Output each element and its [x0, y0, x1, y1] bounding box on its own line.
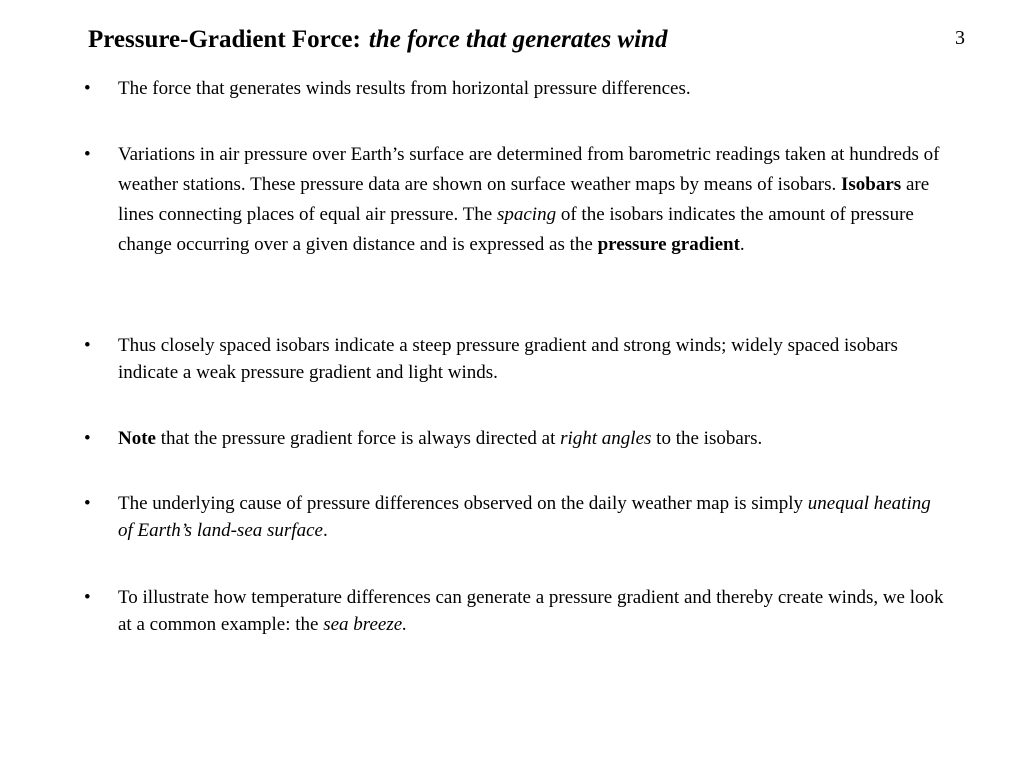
- title-subtitle: the force that generates wind: [368, 26, 668, 53]
- slide-title: [88, 24, 667, 56]
- term-pressure-gradient: pressure gradient: [597, 234, 740, 255]
- text-segment: The force that generates winds results from horizontal pressure differences.: [118, 78, 691, 99]
- term-spacing: spacing: [496, 204, 557, 225]
- text-segment: to the isobars.: [651, 428, 763, 449]
- bullet-text: [118, 75, 944, 102]
- bullet-marker: •: [84, 78, 91, 99]
- text-segment: Thus closely spaced isobars indicate a steep pressure gradient and strong winds; widely spaced isobars indicate a weak pressure gradient and light winds.: [118, 335, 898, 383]
- bullet-item: [84, 332, 944, 386]
- bullet-item: [84, 140, 944, 260]
- text-segment: The underlying cause of pressure differences observed on the daily weather map is simply: [118, 493, 808, 514]
- bullet-text: [118, 584, 944, 638]
- bullet-marker: •: [84, 428, 91, 449]
- bullet-item: [84, 425, 944, 452]
- bullet-item: [84, 584, 944, 638]
- bullet-marker: •: [84, 335, 91, 356]
- bullet-text: [118, 140, 944, 260]
- text-segment: .: [739, 234, 745, 255]
- term-isobars: Isobars: [841, 174, 902, 195]
- text-segment: are lines connecting places of equal air pressure. The: [118, 174, 930, 225]
- term-note: Note: [118, 428, 156, 449]
- text-segment: To illustrate how temperature differences can generate a pressure gradient and thereby create winds, we look at a common example: the: [118, 587, 944, 635]
- bullet-text: [118, 332, 944, 386]
- term-sea-breeze: sea breeze.: [323, 614, 407, 635]
- text-segment: that the pressure gradient force is always directed at: [155, 428, 561, 449]
- title-main: Pressure-Gradient Force:: [88, 26, 361, 53]
- bullet-marker: •: [84, 144, 91, 165]
- term-right-angles: right angles: [560, 428, 652, 449]
- bullet-text: [118, 425, 944, 452]
- term-unequal-heating: unequal heating of Earth’s land-sea surface: [118, 493, 931, 541]
- bullet-marker: •: [84, 587, 91, 608]
- text-segment: Variations in air pressure over Earth’s surface are determined from barometric readings taken at hundreds of weather stations. These pressure data are shown on surface weather maps by means of isobars.: [118, 144, 940, 195]
- text-segment: .: [322, 520, 328, 541]
- bullet-marker: •: [84, 493, 91, 514]
- bullet-item: [84, 75, 944, 102]
- bullet-text: [118, 490, 944, 544]
- slide-page-number: 3: [955, 27, 965, 49]
- bullet-item: [84, 490, 944, 544]
- text-segment: of the isobars indicates the amount of pressure change occurring over a given distance and is expressed as the: [118, 204, 914, 255]
